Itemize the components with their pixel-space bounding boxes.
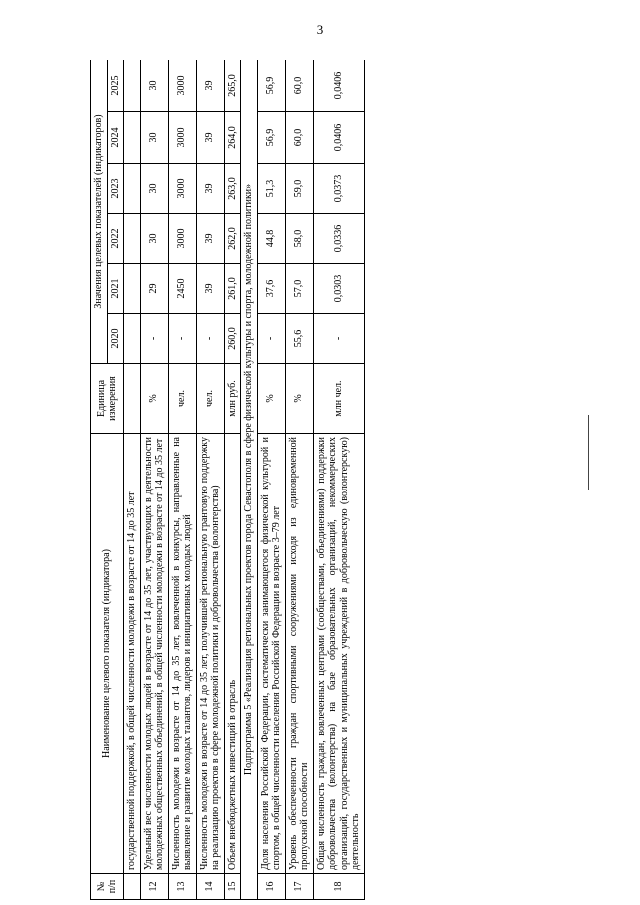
row-unit: млн чел.: [313, 364, 364, 434]
row-value: 3000: [168, 112, 196, 164]
row-name: Удельный вес численности молодых людей в возрасте от 14 до 35 лет, участвующих в деятельности молодежных общественных объединений, в общей численности молодежи в возрасте от 14 до 35 лет: [140, 434, 168, 874]
row-unit: %: [140, 364, 168, 434]
row-value: 39: [196, 214, 224, 264]
page-margin-line: [588, 415, 589, 490]
row-unit: чел.: [196, 364, 224, 434]
header-row: [91, 60, 108, 900]
row-value: 263,0: [224, 164, 241, 214]
row-value: 264,0: [224, 112, 241, 164]
table-row-continued: [124, 60, 141, 900]
row-value: [124, 112, 141, 164]
row-value: [124, 314, 141, 364]
header-num: № п/п: [91, 874, 124, 900]
row-value: 265,0: [224, 60, 241, 112]
row-value: 3000: [168, 60, 196, 112]
row-value: 260,0: [224, 314, 241, 364]
row-value: 0,0303: [313, 264, 364, 314]
table-row: [285, 60, 313, 900]
row-value: 0,0406: [313, 112, 364, 164]
header-year: 2024: [107, 112, 124, 164]
rotated-table-wrapper: [90, 60, 560, 900]
subprogram-row: [241, 60, 258, 900]
row-num: 12: [140, 874, 168, 900]
row-name: государственной поддержкой, в общей численности молодежи в возрасте от 14 до 35 лет: [124, 434, 141, 874]
row-num: 18: [313, 874, 364, 900]
row-value: [124, 60, 141, 112]
row-name: Численность молодежи в возрасте от 14 до 35 лет, получившей региональную грантовую поддержку на реализацию проектов в сфере молодежной политики и добровольчества (волонтерства): [196, 434, 224, 874]
row-value: 56,9: [257, 60, 285, 112]
row-value: 57,0: [285, 264, 313, 314]
row-name: Численность молодежи в возрасте от 14 до 35 лет, вовлеченной в конкурсы, направленные на выявление и развитие молодых талантов, лидеров и инициативных молодых людей: [168, 434, 196, 874]
row-value: 55,6: [285, 314, 313, 364]
row-value: 29: [140, 264, 168, 314]
table-row: [257, 60, 285, 900]
table-row: [140, 60, 168, 900]
header-name: Наименование целевого показателя (индикатора): [91, 434, 124, 874]
row-value: -: [168, 314, 196, 364]
row-value: 37,6: [257, 264, 285, 314]
header-year: 2023: [107, 164, 124, 214]
subprogram-title: Подпрограмма 5 «Реализация региональных проектов города Севастополя в сфере физической культуры и спорта, молодежной политики»: [241, 60, 258, 900]
header-year: 2025: [107, 60, 124, 112]
row-value: 44,8: [257, 214, 285, 264]
row-value: 3000: [168, 214, 196, 264]
table-row: [196, 60, 224, 900]
rotated-table-area: [90, 60, 560, 900]
row-value: 60,0: [285, 112, 313, 164]
row-value: 60,0: [285, 60, 313, 112]
row-value: 261,0: [224, 264, 241, 314]
row-value: 51,3: [257, 164, 285, 214]
row-name: Уровень обеспеченности граждан спортивными сооружениями исходя из единовременной пропускной способности: [285, 434, 313, 874]
row-name: Доля населения Российской Федерации, систематически занимающегося физической культурой и спортом, в общей численности населения Российской Федерации в возрасте 3–79 лет: [257, 434, 285, 874]
row-value: 2450: [168, 264, 196, 314]
row-value: 58,0: [285, 214, 313, 264]
row-num: 16: [257, 874, 285, 900]
table-row: [313, 60, 364, 900]
page-number: 3: [316, 22, 324, 37]
row-value: 262,0: [224, 214, 241, 264]
row-value: 39: [196, 164, 224, 214]
row-value: 56,9: [257, 112, 285, 164]
row-value: 30: [140, 112, 168, 164]
row-num: 14: [196, 874, 224, 900]
table-row: [168, 60, 196, 900]
row-unit: %: [285, 364, 313, 434]
row-unit: %: [257, 364, 285, 434]
table-row: [224, 60, 241, 900]
row-num: [124, 874, 141, 900]
header-year: 2021: [107, 264, 124, 314]
row-value: 0,0406: [313, 60, 364, 112]
row-unit: млн руб.: [224, 364, 241, 434]
row-value: [124, 264, 141, 314]
row-value: [124, 164, 141, 214]
row-value: 0,0336: [313, 214, 364, 264]
header-values-group: Значения целевых показателей (индикаторов): [91, 60, 108, 364]
header-unit: Единица измерения: [91, 364, 124, 434]
row-name: Общая численность граждан, вовлеченных центрами (сообществами, объединениями) поддержки добровольчества (волонтерства) на базе образовательных организаций, некоммерческих организаций, государственных и муниципальных учреждений в добровольческую (волонтерскую) деятельность: [313, 434, 364, 874]
row-value: 30: [140, 60, 168, 112]
row-num: 17: [285, 874, 313, 900]
row-name: Объем внебюджетных инвестиций в отрасль: [224, 434, 241, 874]
header-year: 2022: [107, 214, 124, 264]
row-value: 30: [140, 214, 168, 264]
row-value: -: [257, 314, 285, 364]
row-value: 0,0373: [313, 164, 364, 214]
row-num: 15: [224, 874, 241, 900]
row-unit: [124, 364, 141, 434]
row-value: [124, 214, 141, 264]
row-value: 39: [196, 264, 224, 314]
row-value: 30: [140, 164, 168, 214]
row-value: -: [313, 314, 364, 364]
row-value: 59,0: [285, 164, 313, 214]
indicator-table: [90, 60, 365, 900]
row-value: 39: [196, 60, 224, 112]
row-value: -: [140, 314, 168, 364]
header-year: 2020: [107, 314, 124, 364]
row-value: 3000: [168, 164, 196, 214]
row-unit: чел.: [168, 364, 196, 434]
row-value: 39: [196, 112, 224, 164]
row-num: 13: [168, 874, 196, 900]
row-value: -: [196, 314, 224, 364]
